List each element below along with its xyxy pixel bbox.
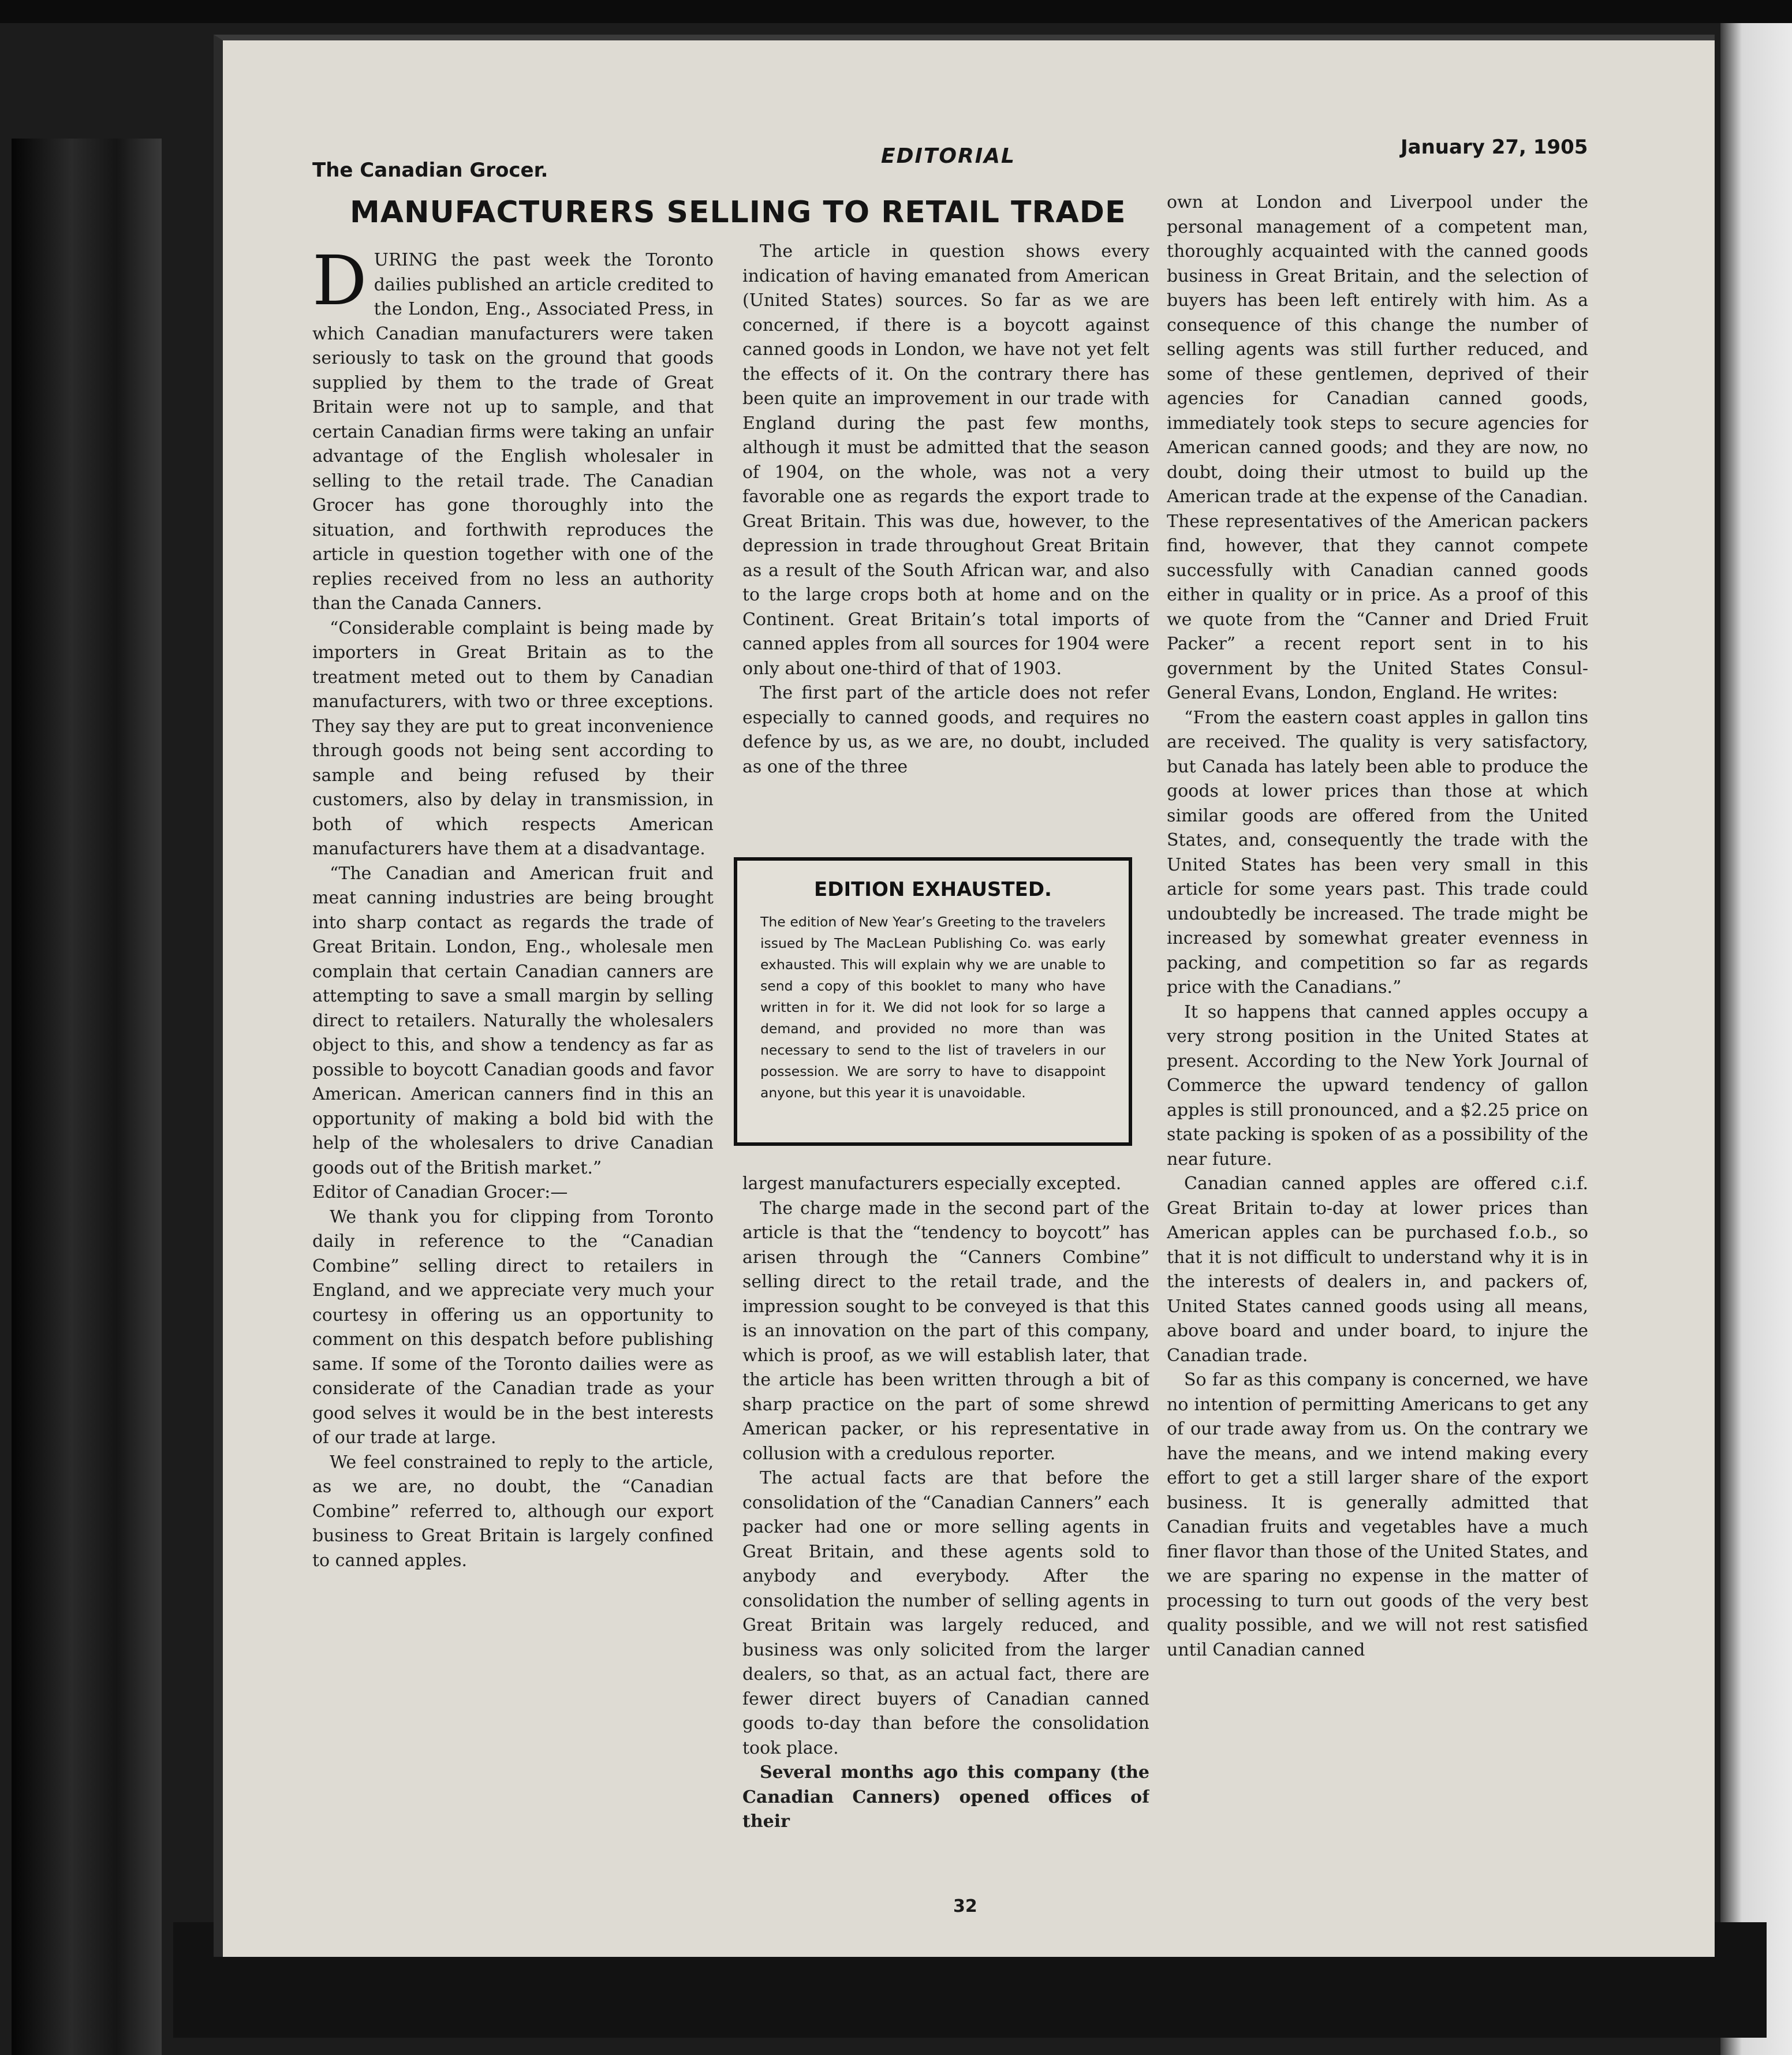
notice-body: The edition of New Year’s Greeting to the travelers issued by The MacLean Publishing Co. was early exhausted. This will explain why we are unable to send a copy of this booklet to many who have written in for it. We did not look for so large a demand, and provided no more than was necessary to send to the list of travelers in our possession. We are sorry to have to disappoint anyone, but this year it is unavoidable.	[760, 914, 1106, 1101]
column-2-top	[742, 240, 1149, 869]
newspaper-page	[214, 35, 1715, 1957]
paragraph: The first part of the article does not refer especially to canned goods, and requires no defence by us, as we are, no doubt, included as one of the three	[742, 683, 1149, 777]
notice-title: EDITION EXHAUSTED.	[814, 878, 1052, 901]
paragraph: URING the past week the Toronto dailies published an article credited to the London, Eng., Associated Press, in which Canadian manufacturers were taken seriously to task on the ground that goods supplied by them to the trade of Great Britain were not up to sample, and that certain Canadian firms were taking an unfair advantage of the English wholesaler in selling to the retail trade. The Canadian Grocer has gone thoroughly into the situation, and forthwith reproduces the article in question together with one of the replies received from no less an authority than the Canada Canners.	[312, 250, 714, 614]
letter-salutation: Editor of Canadian Grocer:—	[312, 1182, 568, 1202]
paragraph: We thank you for clipping from Toronto daily in reference to the “Canadian Combine” selling direct to retailers in England, and we appreciate very much your courtesy in offering us an opportunity to comment on this despatch before publishing same. If some of the Toronto dailies were as considerate of the Canadian trade as your good selves it would be in the best interests of our trade at large.	[312, 1206, 714, 1448]
paragraph: “Considerable complaint is being made by importers in Great Britain as to the treatment meted out to them by Canadian manufacturers, with two or three exceptions. They say they are put to great inconvenience through goods not being sent according to sample and being refused by their customers, also by delay in transmission, in both of which respects American manufacturers have them at a disadvantage.	[312, 618, 714, 859]
paragraph: “The Canadian and American fruit and meat canning industries are being brought into sharp contact as regards the trade of Great Britain. London, Eng., wholesale men complain that certain Canadian canners are attempting to save a small margin by selling direct to retailers. Naturally the wholesalers object to this, and show a tendency as far as possible to boycott Canadian goods and favor American. American canners find in this an opportunity of making a bold bid with the help of the wholesalers to drive Canadian goods out of the British market.”	[312, 863, 714, 1178]
scan-left-binding	[12, 139, 162, 2055]
section-label: EDITORIAL	[881, 144, 1016, 168]
issue-date: January 27, 1905	[1401, 136, 1588, 159]
column-3	[1167, 190, 1588, 1922]
paragraph: The charge made in the second part of the article is that the “tendency to boycott” has arisen through the “Canners Combine” selling direct to the retail trade, and the impression sought to be conveyed is that this is an innovation on the part of this company, which is proof, as we will establish later, that the article has been written through a bit of sharp practice on the part of some shrewd American packer, or his representative in collusion with a credulous reporter.	[742, 1198, 1149, 1464]
paragraph: It so happens that canned apples occupy a very strong position in the United States at present. According to the New York Journal of Commerce the upward tendency of gallon apples is still pronounced, and a $2.25 price on state packing is spoken of as a possibility of the near future.	[1167, 1002, 1588, 1170]
paragraph: We feel constrained to reply to the article, as we are, no doubt, the “Canadian Combine” referred to, although our export business to Great Britain is largely confined to canned apples.	[312, 1452, 714, 1571]
page-number: 32	[953, 1896, 977, 1916]
paragraph: Several months ago this company (the Canadian Canners) opened offices of their	[742, 1762, 1149, 1832]
paragraph: own at London and Liverpool under the personal management of a competent man, thoroughly acquainted with the canned goods business in Great Britain, and the selection of buyers has been left entirely with him. As a consequence of this change the number of selling agents was still further reduced, and some of these gentlemen, deprived of their agencies for Canadian canned goods, immediately took steps to secure agencies for American canned goods; and they are now, no doubt, doing their utmost to build up the American trade at the expense of the Canadian. These representatives of the American packers find, however, that they cannot compete successfully with Canadian canned goods either in quality or in price. As a proof of this we quote from the “Canner and Dried Fruit Packer” a recent report sent in to his government by the United States Consul-General Evans, London, England. He writes:	[1167, 192, 1588, 703]
article-headline: MANUFACTURERS SELLING TO RETAIL TRADE	[350, 195, 1126, 230]
column-2-bottom	[742, 1172, 1149, 1916]
scan-right-edge	[1720, 23, 1792, 2055]
paragraph: So far as this company is concerned, we have no intention of permitting Americans to get any of our trade away from us. On the contrary we have the means, and we intend making every effort to get a still larger share of the export business. It is generally admitted that Canadian fruits and vegetables have a much finer flavor than those of the United States, and we are sparing no expense in the matter of processing to turn out goods of the very best quality possible, and we will not rest satisfied until Canadian canned	[1167, 1370, 1588, 1660]
scan-top-edge	[0, 0, 1792, 23]
publication-name: The Canadian Grocer.	[312, 159, 548, 182]
drop-cap: D	[312, 248, 367, 320]
edition-exhausted-notice	[734, 857, 1132, 1146]
paragraph: largest manufacturers especially excepted.	[742, 1174, 1122, 1194]
column-1	[312, 248, 714, 1957]
paragraph: The article in question shows every indication of having emanated from American (United States) sources. So far as we are concerned, if there is a boycott against canned goods in London, we have not yet felt the effects of it. On the contrary there has been quite an improvement in our trade with England during the past few months, although it must be admitted that the season of 1904, on the whole, was not a very favorable one as regards the export trade to Great Britain. This was due, however, to the depression in trade throughout Great Britain as a result of the South African war, and also to the large crops both at home and on the Continent. Great Britain’s total imports of canned apples from all sources for 1904 were only about one-third of that of 1903.	[742, 241, 1149, 679]
paragraph: The actual facts are that before the consolidation of the “Canadian Canners” each packer had one or more selling agents in Great Britain, and these agents sold to anybody and everybody. After the consolidation the number of selling agents in Great Britain was largely reduced, and business was only solicited from the larger dealers, so that, as an actual fact, there are fewer direct buyers of Canadian canned goods to-day than before the consolidation took place.	[742, 1468, 1149, 1758]
paragraph: Canadian canned apples are offered c.i.f. Great Britain to-day at lower prices than American apples can be purchased f.o.b., so that it is not difficult to understand why it is in the interests of dealers in, and packers of, United States canned goods using all means, above board and under board, to injure the Canadian trade.	[1167, 1174, 1588, 1366]
paragraph: “From the eastern coast apples in gallon tins are received. The quality is very satisfactory, but Canada has lately been able to produce the goods at lower prices than those at which similar goods are offered from the United States, and, consequently the trade with the United States has been very small in this article for some years past. This trade could undoubtedly be increased. The trade might be increased by somewhat greater evenness in packing, and competition so far as regards price with the Canadians.”	[1167, 707, 1588, 997]
